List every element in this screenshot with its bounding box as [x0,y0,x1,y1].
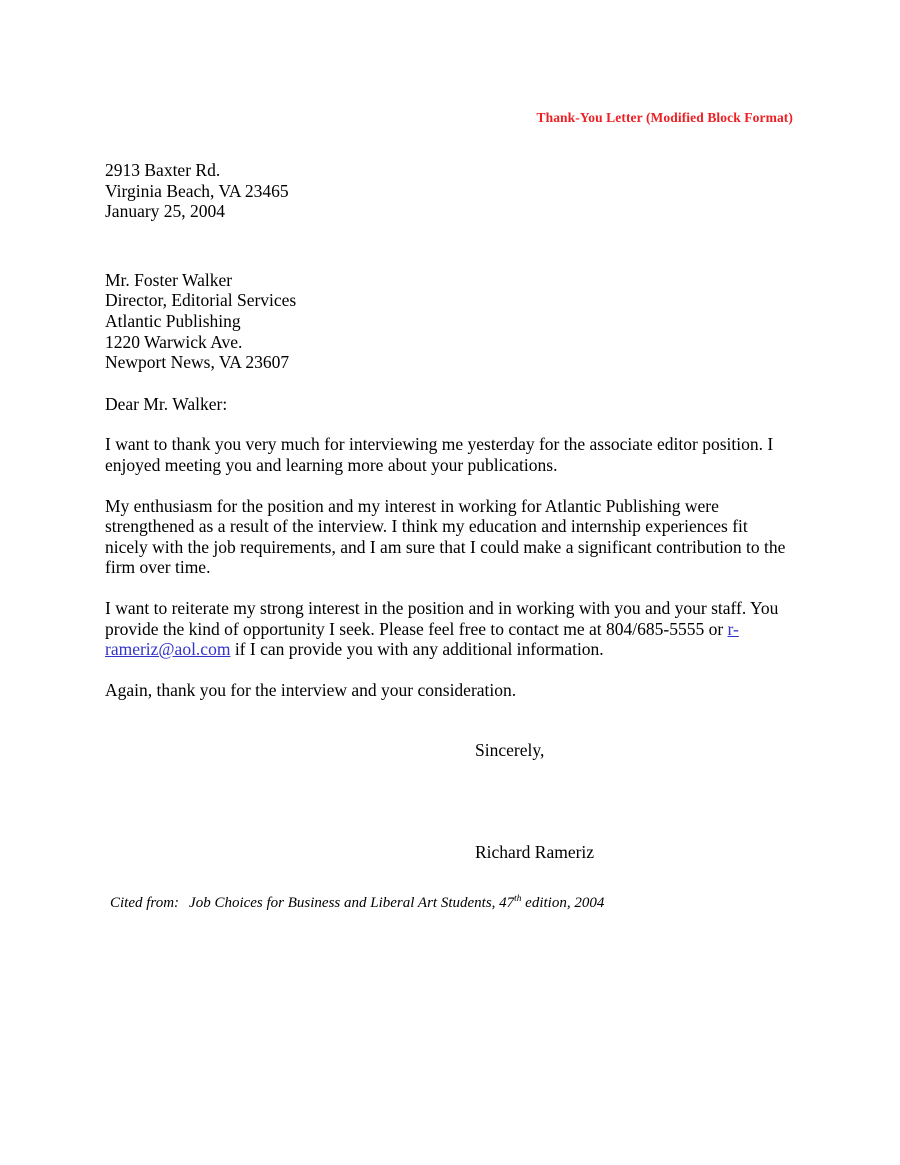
recipient-street: 1220 Warwick Ave. [105,331,243,352]
return-address-line: Virginia Beach, VA 23465 [105,180,289,201]
recipient-city-state-zip: Newport News, VA 23607 [105,352,290,373]
paragraph-3-text-after-email: if I can provide you with any additional information. [230,639,604,660]
body-paragraph-4: Again, thank you for the interview and your consideration. [105,679,517,700]
citation-prefix: Cited from: [110,895,180,911]
body-paragraph-2: My enthusiasm for the position and my interest in working for Atlantic Publishing were strengthened as a result of the interview. I think my education and internship experiences fit nicely with the job requirements, and I am sure that I could make a significant contribution to the firm over time. [105,495,786,578]
spacer [105,373,793,394]
document-type-header: Thank-You Letter (Modified Block Format) [536,110,793,125]
citation-edition-suffix: edition, 2004 [525,895,605,911]
spacer [105,700,793,740]
citation-edition-ordinal: th [514,894,522,904]
return-address-line: 2913 Baxter Rd. [105,160,221,180]
spacer [105,414,793,434]
closing-block [475,740,793,862]
recipient-company: Atlantic Publishing [105,310,241,331]
spacer [105,660,793,680]
email-link[interactable]: r-rameriz@aol.com [105,618,739,660]
salutation: Dear Mr. Walker: [105,393,228,414]
letter-date: January 25, 2004 [105,201,226,222]
return-address-block [105,160,793,222]
signature-name: Richard Rameriz [475,841,595,862]
source-citation [110,894,604,912]
recipient-title: Director, Editorial Services [105,290,297,311]
spacer [105,578,793,598]
spacer [105,222,793,270]
body-paragraph-1: I want to thank you very much for interviewing me yesterday for the associate editor position. I enjoyed meeting you and learning more about your publications. [105,434,774,475]
letter-body [105,160,793,862]
body-paragraph-3 [105,598,793,660]
signature-space [475,761,793,842]
recipient-name: Mr. Foster Walker [105,269,233,290]
paragraph-3-text-before-email: I want to reiterate my strong interest in the position and in working with you and your staff. You provide the kind of opportunity I seek. Please feel free to contact me at 804/685-5555 or [105,597,779,639]
citation-edition-number: 47 [499,895,515,911]
inside-address-block [105,270,793,373]
spacer [105,476,793,496]
citation-source-title: Job Choices for Business and Liberal Art Students, [189,895,496,911]
complimentary-close: Sincerely, [475,740,545,761]
